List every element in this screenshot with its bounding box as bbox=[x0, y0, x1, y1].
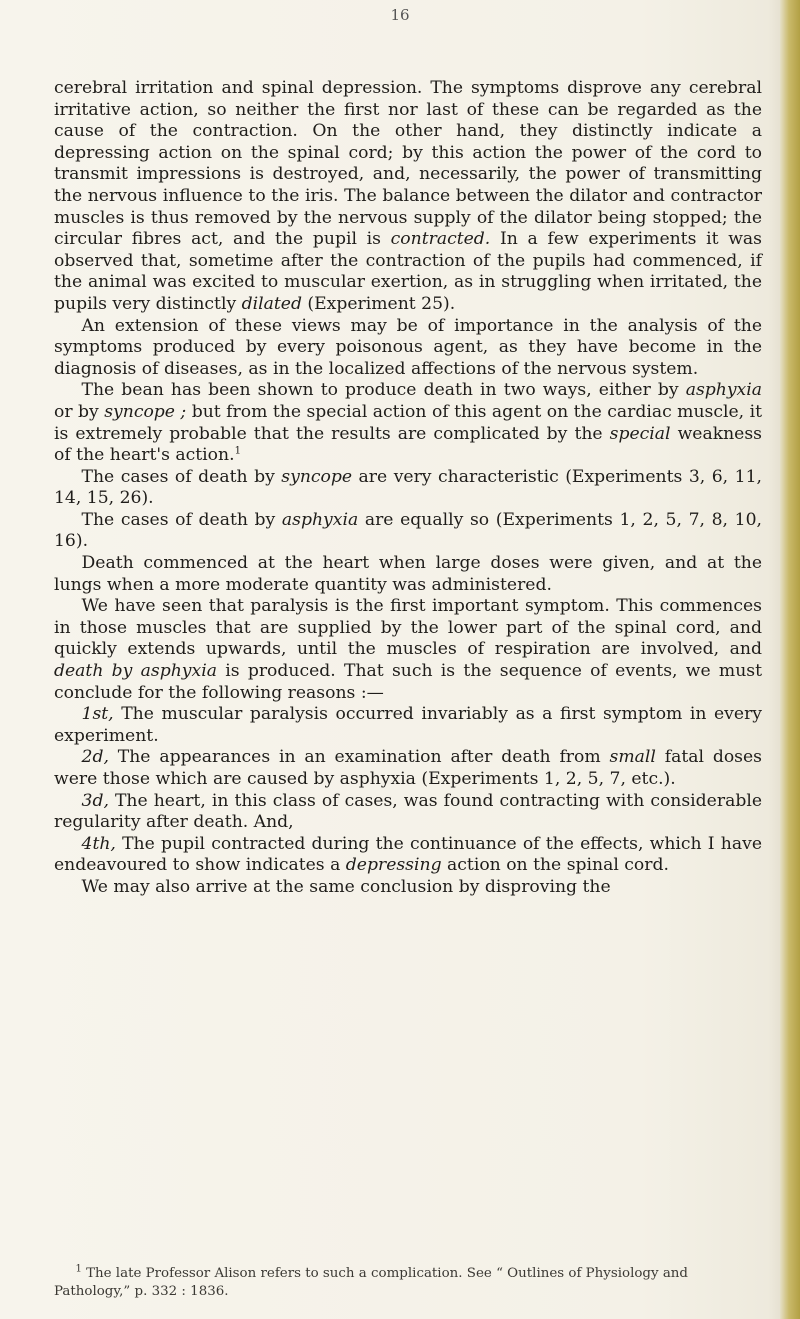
italic-text: dilated bbox=[241, 293, 302, 314]
text-run: cerebral irritation and spinal depression. The symptoms disprove any cerebral irritative action, so neither the first nor last of these can be regarded as the cause of the contraction. On the other hand, they distinctly indicate a depressing action on the spinal cord; by this action the power of the cord to transmit impressions is destroyed, and, necessarily, the power of transmitting the nervous influence to the iris. The balance between the dilator and contractor muscles is thus removed by the nervous supply of the dilator being stopped; the circular fibres act, and the pupil is bbox=[54, 78, 762, 250]
text-run: but from the special action of this agent on the cardiac muscle, it is extremely probable that the results are complicated by the bbox=[54, 401, 762, 444]
text-run: In a few experiments it was observed that, sometime after the contraction of the pupils had commenced, if the animal was excited to muscular exertion, as in struggling when irritated, the pupils very distinctly bbox=[54, 229, 762, 314]
paragraph bbox=[54, 834, 762, 877]
text-run: are very characteristic (Experiments 3, 6, 11, 14, 15, 26). bbox=[54, 466, 762, 509]
text-run: The cases of death by bbox=[81, 466, 282, 487]
paragraph bbox=[54, 747, 762, 790]
paragraph bbox=[54, 78, 762, 316]
text-run: fatal doses were those which are caused by asphyxia (Experiments 1, 2, 5, 7, etc.). bbox=[54, 747, 762, 789]
text-run: An extension of these views may be of importance in the analysis of the symptoms produced by every poisonous agent, as they have become in the diagnosis of diseases, as in the localized affections of the nervous system. bbox=[54, 315, 762, 379]
paragraph bbox=[54, 596, 762, 704]
italic-text: 1st, bbox=[81, 704, 114, 725]
page-number: 16 bbox=[390, 6, 410, 24]
italic-text: special bbox=[609, 423, 671, 444]
page-edge bbox=[780, 0, 800, 1319]
text-run: The bean has been shown to produce death in two ways, either by bbox=[81, 380, 686, 401]
text-run: We may also arrive at the same conclusion by disproving the bbox=[81, 876, 611, 897]
footnote-text: The late Professor Alison refers to such a complication. See “ Outlines of Physiology and Pathology,” p. 332 : 1836. bbox=[54, 1266, 689, 1299]
italic-text: asphyxia bbox=[685, 380, 762, 401]
italic-text: 2d, bbox=[81, 747, 109, 768]
text-run: The heart, in this class of cases, was found contracting with considerable regularity after death. And, bbox=[54, 790, 762, 833]
text-run: is produced. That such is the sequence of events, we must conclude for the following reasons :— bbox=[54, 661, 762, 703]
text-run: The appearances in an examination after death from bbox=[108, 747, 610, 768]
text-run: weakness of the heart's action. bbox=[54, 423, 762, 466]
paragraph bbox=[54, 791, 762, 834]
text-run: The pupil contracted during the continuance of the effects, which I have endeavoured to show indicates a bbox=[54, 833, 762, 876]
paragraph bbox=[54, 467, 762, 510]
footnote-paragraph bbox=[54, 1265, 762, 1301]
italic-text: syncope bbox=[281, 466, 353, 487]
text-run: (Experiment 25). bbox=[301, 293, 456, 314]
text-run: We have seen that paralysis is the first important symptom. This commences in those muscles that are supplied by the lower part of the spinal cord, and quickly extends upwards, until the muscles of respiration are involved, and bbox=[54, 596, 762, 660]
italic-text: depressing bbox=[345, 855, 442, 876]
italic-text: syncope ; bbox=[104, 401, 187, 422]
text-run: are equally so (Experiments 1, 2, 5, 7, 8, 10, 16). bbox=[54, 509, 762, 552]
paragraph bbox=[54, 380, 762, 466]
footnote bbox=[54, 1265, 762, 1301]
paragraph bbox=[54, 510, 762, 553]
text-run: The muscular paralysis occurred invariably as a first symptom in every experiment. bbox=[54, 704, 762, 746]
footnote-reference: 1 bbox=[234, 445, 241, 457]
italic-text: small bbox=[609, 747, 656, 768]
italic-text: death by asphyxia bbox=[54, 661, 217, 682]
paragraph bbox=[54, 316, 762, 381]
footnote-mark: 1 bbox=[75, 1263, 82, 1275]
italic-text: asphyxia bbox=[281, 509, 359, 530]
italic-text: 3d, bbox=[81, 790, 109, 811]
italic-text: contracted. bbox=[390, 229, 491, 250]
paragraph bbox=[54, 704, 762, 747]
text-run: or by bbox=[54, 401, 105, 422]
text-run: The cases of death by bbox=[81, 509, 282, 530]
text-run: Death commenced at the heart when large doses were given, and at the lungs when a more moderate quantity was administered. bbox=[54, 553, 762, 595]
body-text bbox=[54, 78, 762, 899]
paragraph bbox=[54, 553, 762, 596]
text-run: action on the spinal cord. bbox=[441, 855, 669, 876]
italic-text: 4th, bbox=[81, 833, 116, 854]
paragraph bbox=[54, 877, 762, 899]
